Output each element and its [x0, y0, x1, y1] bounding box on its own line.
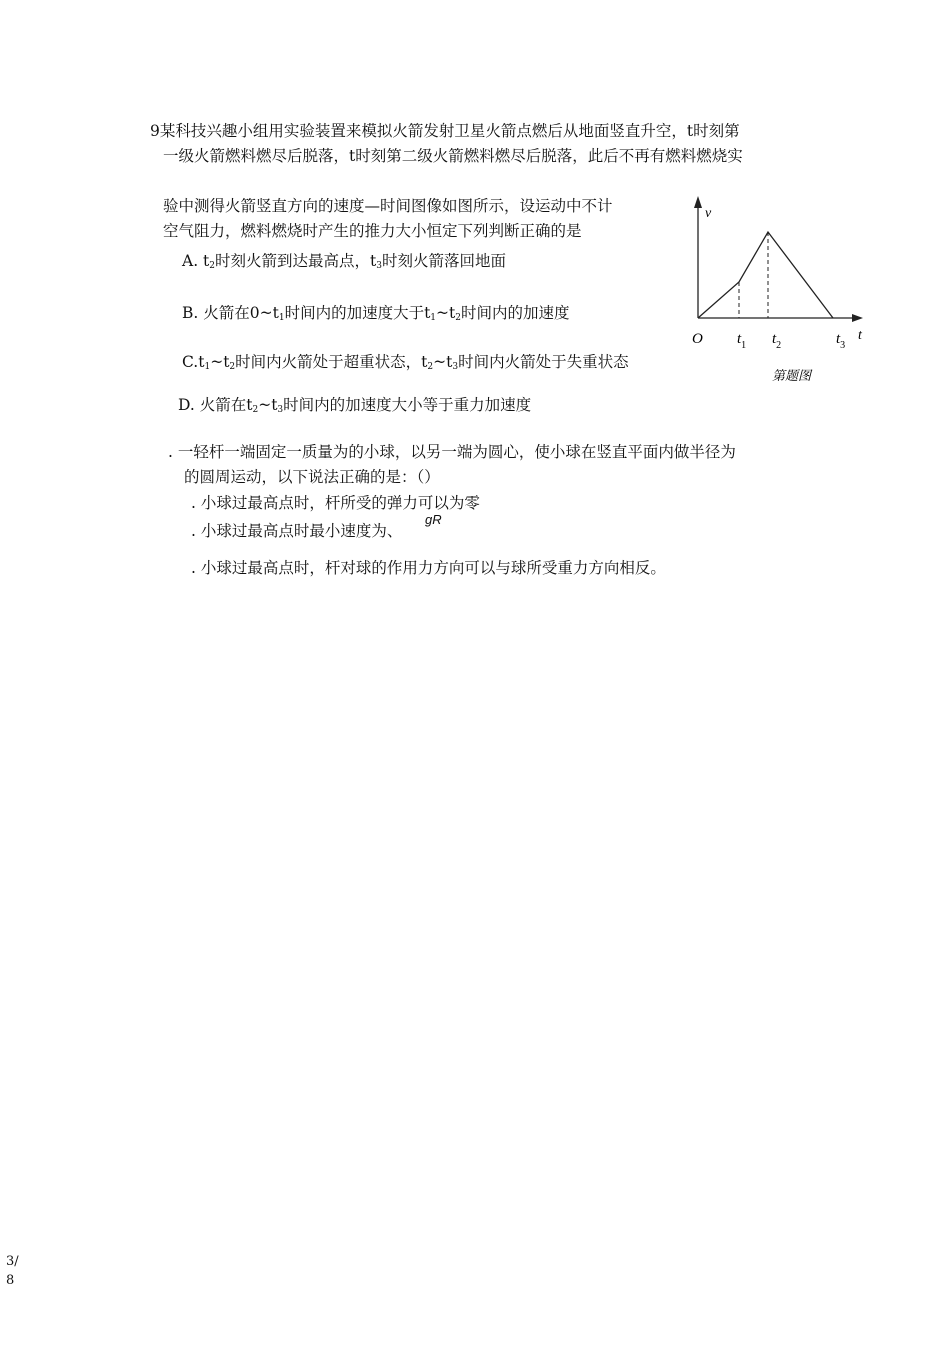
figure-caption: 第题图 [772, 368, 812, 383]
q10-line-2: 的圆周运动，以下说法正确的是：（） [184, 468, 440, 486]
q9-line-2 [163, 146, 743, 165]
v-axis-arrow [694, 196, 702, 208]
q10-line-1: . 一轻杆一端固定一质量为的小球，以另一端为圆心，使小球在竖直平面内做半径为 [168, 443, 736, 461]
q9-line-1: 9某科技兴趣小组用实验装置来模拟火箭发射卫星火箭点燃后从地面竖直升空，t时刻第 [150, 122, 740, 140]
q9-line-4: 空气阻力，燃料燃烧时产生的推力大小恒定下列判断正确的是 [163, 222, 582, 240]
figure-caption-clip [772, 368, 813, 383]
origin-label: O [692, 331, 703, 347]
t1-label: $t_1$ [737, 331, 747, 351]
q9-line-2-text: 一级火箭燃料燃尽后脱落，t时刻第二级火箭燃料燃尽后脱落，此后不再有燃料燃烧实 [163, 147, 743, 165]
page-number-bottom: 8 [6, 1273, 15, 1288]
v-axis-label: v [705, 206, 712, 221]
q9-option-a: A. $t_2$时刻火箭到达最高点，$t_3$时刻火箭落回地面 [182, 252, 506, 271]
q10-option-b: . 小球过最高点时最小速度为、 [191, 522, 403, 540]
gr-formula: gR [425, 512, 442, 527]
t2-label: $t_2$ [772, 331, 782, 351]
t-axis-arrow [852, 314, 863, 322]
q9-option-d: D. 火箭在$t_2\sim t_3$时间内的加速度大小等于重力加速度 [178, 396, 532, 415]
velocity-time-graph [680, 190, 880, 383]
t3-label: $t_3$ [836, 331, 846, 351]
t-axis-label: t [858, 328, 862, 343]
q9-option-b: B. 火箭在$0\sim t_1$时间内的加速度大于$t_1\sim t_2$时间内的加速度 [182, 304, 570, 323]
q9-option-c: $C.t_1\sim t_2$时间内火箭处于超重状态，$t_2\sim t_3$时间内火箭处于失重状态 [182, 353, 629, 372]
q9-line-3: 验中测得火箭竖直方向的速度—时间图像如图所示，设运动中不计 [163, 197, 613, 215]
page-number-top: 3/ [6, 1254, 19, 1269]
q10-option-c: . 小球过最高点时，杆对球的作用力方向可以与球所受重力方向相反。 [191, 559, 666, 577]
velocity-curve [698, 232, 833, 318]
q10-option-a: . 小球过最高点时，杆所受的弹力可以为零 [191, 494, 480, 512]
